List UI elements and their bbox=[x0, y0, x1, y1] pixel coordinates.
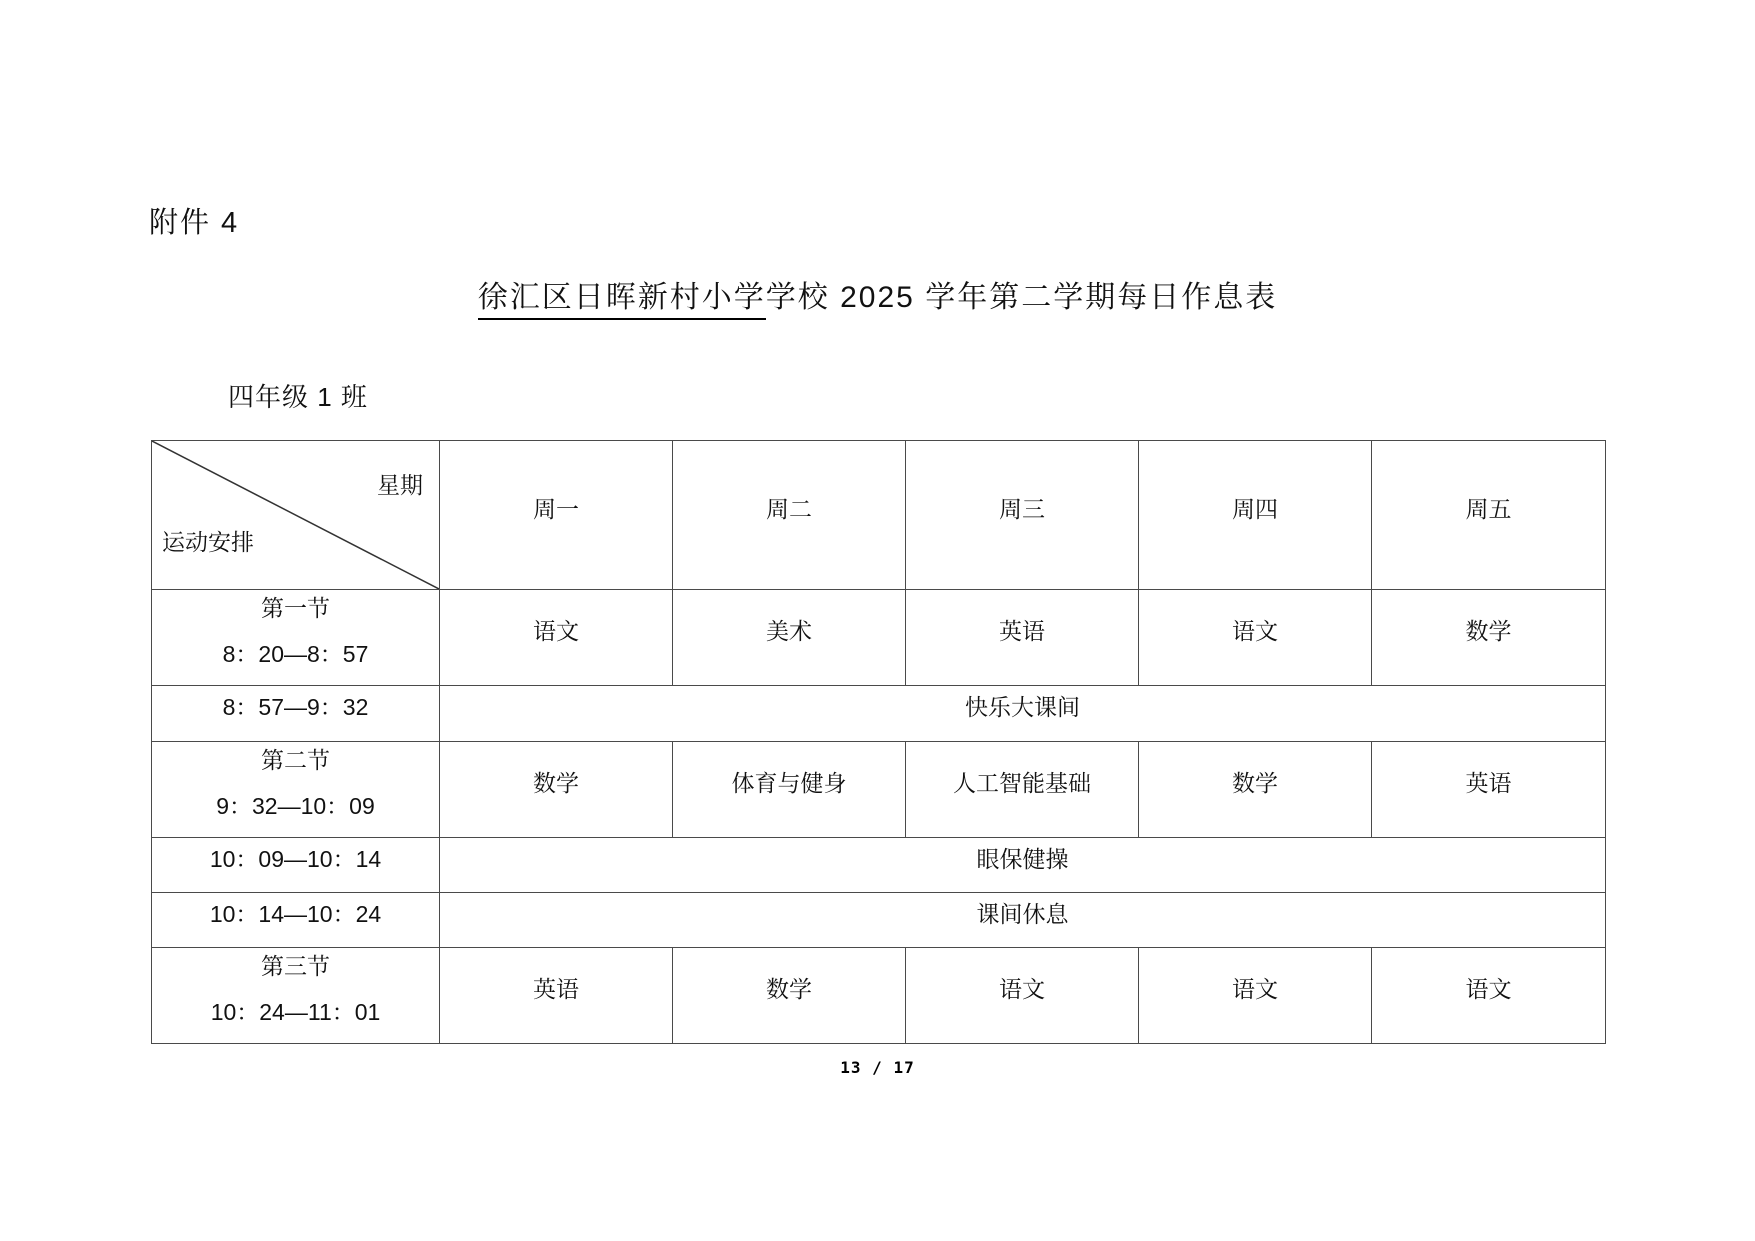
subject-cell: 美术 bbox=[673, 590, 906, 686]
period-2-time: 9：32—10：09 bbox=[216, 793, 375, 819]
period-2-name: 第二节 bbox=[261, 747, 330, 773]
period-1-time-cell bbox=[152, 590, 440, 686]
subject-cell: 语文 bbox=[906, 948, 1139, 1044]
page-number: 13 / 17 bbox=[840, 1058, 915, 1077]
period-3-name: 第三节 bbox=[261, 953, 330, 979]
subject-cell: 数学 bbox=[1139, 742, 1372, 838]
period-2-row bbox=[152, 742, 1606, 838]
period-3-time-cell bbox=[152, 948, 440, 1044]
day-header-friday: 周五 bbox=[1372, 441, 1606, 590]
header-row bbox=[152, 441, 1606, 590]
title-rest: 学校 2025 学年第二学期每日作息表 bbox=[765, 281, 1278, 314]
class-label: 四年级 1 班 bbox=[228, 382, 368, 412]
day-header-thursday: 周四 bbox=[1139, 441, 1372, 590]
subject-cell: 语文 bbox=[1139, 948, 1372, 1044]
subject-cell: 英语 bbox=[440, 948, 673, 1044]
corner-cell bbox=[152, 441, 440, 590]
break-time-cell: 10：09—10：14 bbox=[152, 838, 440, 893]
subject-cell: 语文 bbox=[1139, 590, 1372, 686]
subject-cell: 英语 bbox=[906, 590, 1139, 686]
subject-cell: 数学 bbox=[1372, 590, 1606, 686]
subject-cell: 数学 bbox=[440, 742, 673, 838]
break-row bbox=[152, 893, 1606, 948]
subject-cell: 数学 bbox=[673, 948, 906, 1044]
day-header-wednesday: 周三 bbox=[906, 441, 1139, 590]
break-time-cell: 8：57—9：32 bbox=[152, 686, 440, 742]
subject-cell: 体育与健身 bbox=[673, 742, 906, 838]
subject-cell: 人工智能基础 bbox=[906, 742, 1139, 838]
period-1-name: 第一节 bbox=[261, 595, 330, 621]
document-title bbox=[0, 272, 1755, 316]
activity-cell: 课间休息 bbox=[440, 893, 1606, 948]
attachment-label: 附件 4 bbox=[149, 207, 240, 239]
diagonal-line bbox=[152, 441, 439, 589]
period-3-row bbox=[152, 948, 1606, 1044]
activity-cell: 快乐大课间 bbox=[440, 686, 1606, 742]
break-row bbox=[152, 838, 1606, 893]
timetable bbox=[151, 440, 1606, 1044]
period-1-time: 8：20—8：57 bbox=[222, 641, 369, 667]
day-header-tuesday: 周二 bbox=[673, 441, 906, 590]
day-header-monday: 周一 bbox=[440, 441, 673, 590]
corner-label-schedule: 运动安排 bbox=[162, 529, 254, 555]
period-3-time: 10：24—11：01 bbox=[210, 999, 381, 1025]
subject-cell: 英语 bbox=[1372, 742, 1606, 838]
period-2-time-cell bbox=[152, 742, 440, 838]
period-1-row bbox=[152, 590, 1606, 686]
activity-cell: 眼保健操 bbox=[440, 838, 1606, 893]
break-row bbox=[152, 686, 1606, 742]
subject-cell: 语文 bbox=[1372, 948, 1606, 1044]
subject-cell: 语文 bbox=[440, 590, 673, 686]
break-time-cell: 10：14—10：24 bbox=[152, 893, 440, 948]
title-school-name: 徐汇区日晖新村小学 bbox=[478, 281, 766, 320]
corner-label-week: 星期 bbox=[377, 472, 423, 498]
